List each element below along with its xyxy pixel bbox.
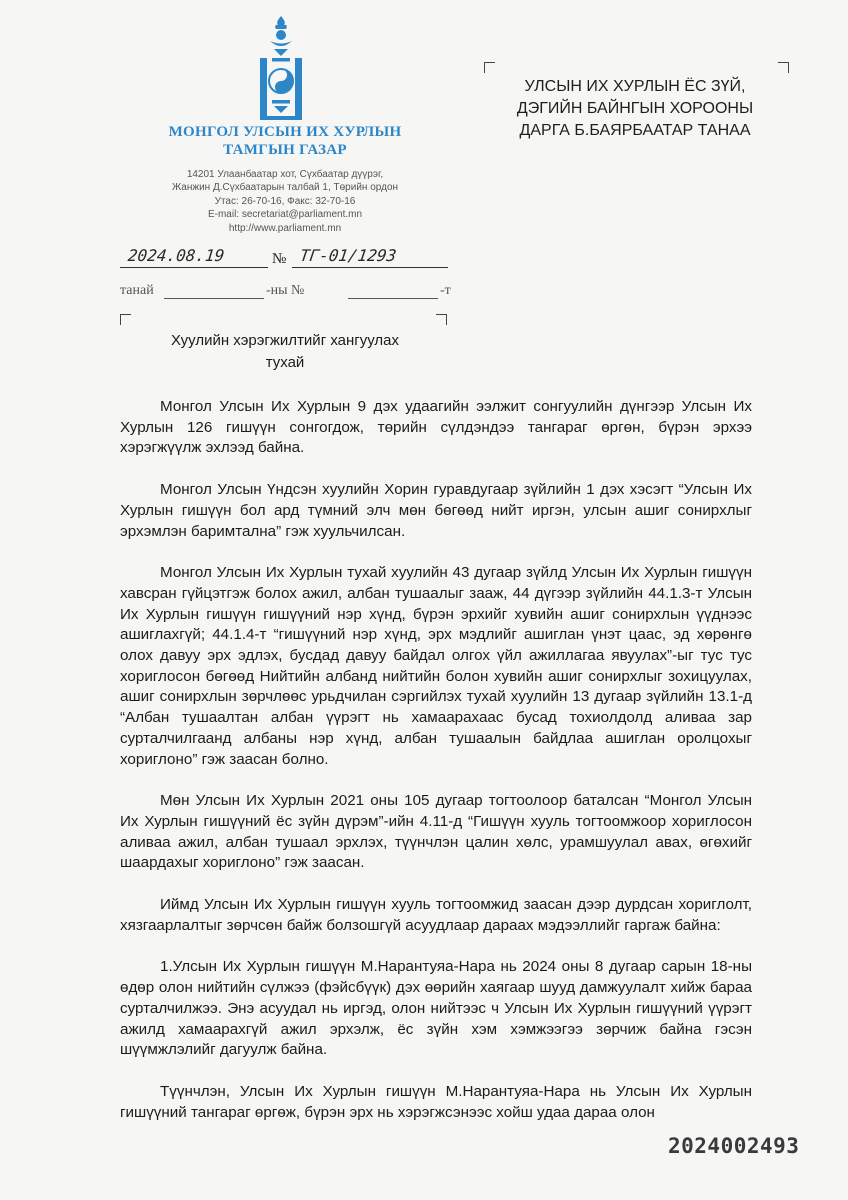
subject-corner-right-mark [436, 314, 447, 325]
addressee-line2: ДЭГИЙН БАЙНГЫН ХОРООНЫ [516, 100, 754, 117]
number-underline [292, 267, 448, 268]
reply-prefix: танай [120, 283, 154, 298]
contact-email: E-mail: secretariat@parliament.mn [207, 209, 363, 221]
subject-corner-left-mark [120, 314, 131, 325]
org-name-line1: МОНГОЛ УЛСЫН ИХ ХУРЛЫН [168, 124, 402, 140]
body-paragraph: Монгол Улсын Их Хурлын 9 дэх удаагийн ээлжит сонгуулийн дүнгээр Улсын Их Хурлын 126 гишүүн сонгогдож, төрийн сүлдэндээ тангараг өргөн, бүрэн эрхээ хэрэгжүүлж эхлээд байна. [120, 398, 752, 457]
body-paragraph: Иймд Улсын Их Хурлын гишүүн хууль тогтоомжид заасан дээр дурдсан хориглолт, хязгаарлалтыг зөрчсөн байж болзошгүй асуудлаар дараах мэдээллийг гаргаж байна: [120, 896, 752, 934]
handwritten-letter-number: ТГ-01/1293 [298, 246, 398, 265]
contact-phone: Утас: 26-70-16, Факс: 32-70-16 [214, 195, 356, 207]
body-paragraph: 1.Улсын Их Хурлын гишүүн М.Нарантуяа-Нара нь 2024 оны 8 дугаар сарын 18-ны өдөр олон нийтийн сүлжээ (фэйсбүүк) дэх өөрийн хаягаар шууд дамжуулалт хийж бараа сурталчилжээ. Энэ асуудал нь иргэд, олон нийтээс ч Улсын Их Хурлын гишүүний үүрэгт ажилд хамаарахгүй ажил эрхэлж, ёс зүйн хэм хэмжээгээ зөрчиж байна гэсэн шүүмжлэлийг дагуулж байна. [120, 958, 752, 1059]
org-name-line2: ТАМГЫН ГАЗАР [223, 142, 347, 158]
subject-line2: тухай [265, 354, 305, 371]
addressee-block [500, 76, 770, 142]
org-name [110, 123, 460, 159]
reply-date-blank [164, 298, 264, 299]
body-paragraph: Мөн Улсын Их Хурлын 2021 оны 105 дугаар тогтоолоор баталсан “Монгол Улсын Их Хурлын гишүүний ёс зүйн дүрэм”-ийн 4.11-д “Гишүүн хууль тогтоомжоор хориглосон аливаа ажил, албан тушаал эрхлэх, түүнчлэн цалин хөлс, урамшуулал авах, өгөхийг шаардахыг хориглоно” гэж заасан. [120, 792, 752, 872]
addressee-line1: УЛСЫН ИХ ХУРЛЫН ЁС ЗҮЙ, [524, 78, 746, 95]
addressee-line3: ДАРГА Б.БАЯРБААТАР ТАНАА [519, 122, 751, 139]
addressee-corner-right-mark [778, 62, 789, 73]
body-paragraph: Монгол Улсын Үндсэн хуулийн Хорин гуравдугаар зүйлийн 1 дэх хэсэгт “Улсын Их Хурлын гишүүн бол ард түмний элч мөн бөгөөд нийт иргэн, улсын ашиг сонирхлыг эрхэмлэн баримтална” гэж хуульчилсан. [120, 481, 752, 540]
handwritten-date: 2024.08.19 [127, 246, 226, 265]
letter-subject [110, 330, 460, 374]
addressee-corner-left-mark [484, 62, 495, 73]
letter-body [120, 397, 752, 1144]
date-underline [120, 267, 268, 268]
body-paragraph: Монгол Улсын Их Хурлын тухай хуулийн 43 дугаар зүйлд Улсын Их Хурлын гишүүн хавсран гүйцэтгэж болох ажил, албан тушаалыг зааж, 44 дүгээр зүйлийн 44.1.3-т Улсын Их Хурлын гишүүн гишүүний нэр хүнд, бүрэн эрхийг хувийн ашиг сонирхлын үүднээс ашиглахгүй; 44.1.4-т “гишүүний нэр хүнд, эрх мэдлийг ашиглан үнэт цаас, эд хөрөнгө олох давуу эрх эдлэх, бусдад давуу байдал олгох үйл ажиллагаа явуулах”-ыг тус тус хориглосон бөгөөд Нийтийн албанд нийтийн болон хувийн ашиг сонирхлыг зохицуулах, ашиг сонирхлын зөрчлөөс урьдчилан сэргийлэх тухай хуулийн 13 дугаар зүйлийн 13.1-д “Албан тушаалтан албан үүрэгт нь хамаарахаас бусад тохиолдолд аливаа зар сурталчилгаанд албаны нэр хүнд, албан тушаалын байдлаа ашиглан оролцохыг хориглоно” гэж заасан болно. [120, 564, 752, 768]
registration-number-stamp: 2024002493 [668, 1134, 800, 1158]
outgoing-reference [120, 246, 450, 272]
reply-number-blank [348, 298, 438, 299]
soyombo-emblem-icon [256, 14, 306, 126]
org-contact-block [100, 168, 470, 235]
number-symbol: № [272, 251, 287, 267]
contact-address: 14201 Улаанбаатар хот, Сүхбаатар дүүрэг, [186, 169, 384, 180]
subject-line1: Хуулийн хэрэгжилтийг хангуулах [170, 332, 400, 349]
reply-reference [120, 283, 460, 303]
reply-mid: -ны № [266, 283, 305, 298]
contact-address-2: Жанжин Д.Сүхбаатарын талбай 1, Төрийн ордон [171, 182, 399, 194]
contact-website: http://www.parliament.mn [228, 222, 342, 234]
body-paragraph: Түүнчлэн, Улсын Их Хурлын гишүүн М.Нарантуяа-Нара нь Улсын Их Хурлын гишүүний тангараг өргөж, бүрэн эрх нь хэрэгжсэнээс хойш удаа дараа олон [120, 1082, 752, 1121]
reply-suffix: -т [440, 283, 451, 298]
